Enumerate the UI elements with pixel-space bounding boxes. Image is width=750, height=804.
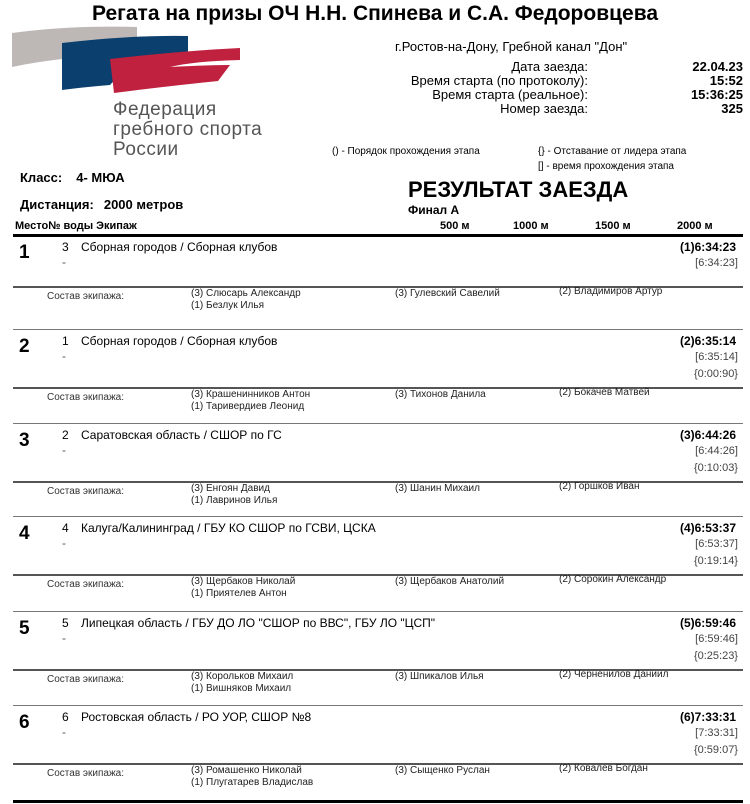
result-entry [0,518,750,612]
lane-number: 3 [62,240,69,254]
entry-divider [13,705,743,706]
lane-number: 4 [62,521,69,535]
lane-number: 6 [62,710,69,724]
crew-member: (3) Шпикалов Илья [395,671,484,682]
logo-line-3: России [113,139,179,160]
place: 2 [19,336,30,357]
crew-note: - [62,255,66,269]
crew-member: (2) Бокачев Матвей [559,387,650,398]
crew-member: (3) Гулевский Савелий [395,288,500,299]
finish-time: (5)6:59:46 [679,616,736,630]
distance-value: 2000 метров [103,197,184,212]
column-header-place-lane-crew: Место№ воды Экипаж [15,220,137,232]
crew-label: Состав экипажа: [47,392,124,403]
crew-member: (1) Безлук Илья [191,300,265,311]
split-time: [6:53:37] [695,538,738,550]
crew-name: Сборная городов / Сборная клубов [81,334,278,348]
finish-time: (6)7:33:31 [679,710,736,724]
split-time: [6:35:14] [695,351,738,363]
crew-member: (3) Корольков Михаил [191,671,294,682]
class-label: Класс: [20,170,63,185]
crew-member: (3) Щербаков Николай [191,576,296,587]
crew-member: (1) Вишняков Михаил [191,683,292,694]
result-entry [0,707,750,801]
lane-number: 2 [62,428,69,442]
distance-label: Дистанция: [20,197,94,212]
crew-name: Калуга/Калининград / ГБУ КО СШОР по ГСВИ, ЦСКА [81,521,376,535]
crew-name: Сборная городов / Сборная клубов [81,240,278,254]
crew-label: Состав экипажа: [47,486,124,497]
lane-number: 1 [62,334,69,348]
crew-member: (1) Плугатарев Владислав [191,777,314,788]
actual-start-value: 15:36:25 [690,87,743,102]
crew-member: (2) Владимиров Артур [559,286,663,297]
crew-name: Ростовская область / РО УОР, СШОР №8 [81,710,312,724]
place: 4 [19,523,30,544]
crew-label: Состав экипажа: [47,768,124,779]
crew-member: (3) Щербаков Анатолий [395,576,505,587]
crew-name: Липецкая область / ГБУ ДО ЛО "СШОР по ВВС", ГБУ ЛО "ЦСП" [81,616,436,630]
result-entry [0,331,750,425]
heat-number-label: Номер заезда: [500,101,588,116]
entry-divider [13,423,743,424]
heat-name: Финал А [408,203,460,217]
crew-member: (1) Лавринов Илья [191,495,278,506]
scheduled-start-label: Время старта (по протоколу): [410,73,588,88]
crew-note: - [62,349,66,363]
date-value: 22.04.23 [692,59,743,74]
crew-member: (3) Тихонов Данила [395,389,486,400]
result-title: РЕЗУЛЬТАТ ЗАЕЗДА [408,177,629,202]
crew-note: - [62,725,66,739]
lane-number: 5 [62,616,69,630]
place: 1 [19,242,30,263]
crew-note: - [62,631,66,645]
split-time: [6:44:26] [695,445,738,457]
crew-note: - [62,536,66,550]
logo-line-2: гребного спорта [113,119,263,140]
crew-member: (2) Ковалев Богдан [559,763,648,774]
gap-to-leader: {0:25:23} [693,650,738,662]
crew-member: (2) Горшков Иван [559,481,640,492]
logo-line-1: Федерация [113,99,217,120]
crew-label: Состав экипажа: [47,579,124,590]
place: 6 [19,712,30,733]
date-label: Дата заезда: [511,59,588,74]
crew-name: Саратовская область / СШОР по ГС [81,428,282,442]
finish-time: (1)6:34:23 [679,240,736,254]
finish-time: (2)6:35:14 [679,334,736,348]
venue: г.Ростов-на-Дону, Гребной канал "Дон" [395,39,628,54]
heat-number-value: 325 [721,101,743,116]
gap-to-leader: {0:10:03} [693,462,738,474]
finish-time: (3)6:44:26 [679,428,736,442]
result-entry [0,425,750,519]
column-header-1000m: 1000 м [513,220,549,232]
crew-note: - [62,443,66,457]
entry-divider [13,329,743,330]
entry-divider [13,611,743,612]
result-entry [0,613,750,707]
actual-start-label: Время старта (реальное): [432,87,588,102]
crew-member: (2) Черненилов Даниил [559,669,669,680]
legend-gap: {} - Отставание от лидера этапа [538,146,687,157]
regatta-title: Регата на призы ОЧ Н.Н. Спинева и С.А. Федоровцева [91,2,659,25]
gap-to-leader: {0:00:90} [693,368,738,380]
crew-member: (3) Крашенинников Антон [191,389,311,400]
crew-member: (3) Слюсарь Александр [191,288,301,299]
crew-member: (3) Енгоян Давид [191,483,270,494]
place: 3 [19,430,30,451]
finish-time: (4)6:53:37 [679,521,736,535]
crew-member: (3) Ромашенко Николай [191,765,302,776]
crew-member: (1) Приятелев Антон [191,588,287,599]
crew-member: (2) Сорокин Александр [559,574,667,585]
class-value: 4- МЮА [76,170,125,185]
gap-to-leader: {0:19:14} [693,555,738,567]
crew-member: (1) Таривердиев Леонид [191,401,305,412]
entry-divider [13,516,743,517]
distance [20,197,183,212]
scheduled-start-value: 15:52 [709,73,743,88]
boat-class [20,170,125,185]
heat-info-values [691,60,743,116]
crew-member: (3) Сыщенко Руслан [395,765,490,776]
result-entry [0,237,750,331]
bottom-divider [13,800,743,803]
legend-split: [] - время прохождения этапа [538,161,674,172]
crew-member: (3) Шанин Михаил [395,483,480,494]
column-header-500m: 500 м [440,220,470,232]
crew-label: Состав экипажа: [47,674,124,685]
place: 5 [19,618,30,639]
split-time: [6:59:46] [695,633,738,645]
crew-label: Состав экипажа: [47,291,124,302]
heat-info-labels [411,60,588,116]
column-header-2000m: 2000 м [677,220,713,232]
split-time: [6:34:23] [695,257,738,269]
split-time: [7:33:31] [695,727,738,739]
legend-order: () - Порядок прохождения этапа [332,146,480,157]
gap-to-leader: {0:59:07} [693,744,738,756]
column-header-1500m: 1500 м [595,220,631,232]
federation-name [113,100,262,160]
